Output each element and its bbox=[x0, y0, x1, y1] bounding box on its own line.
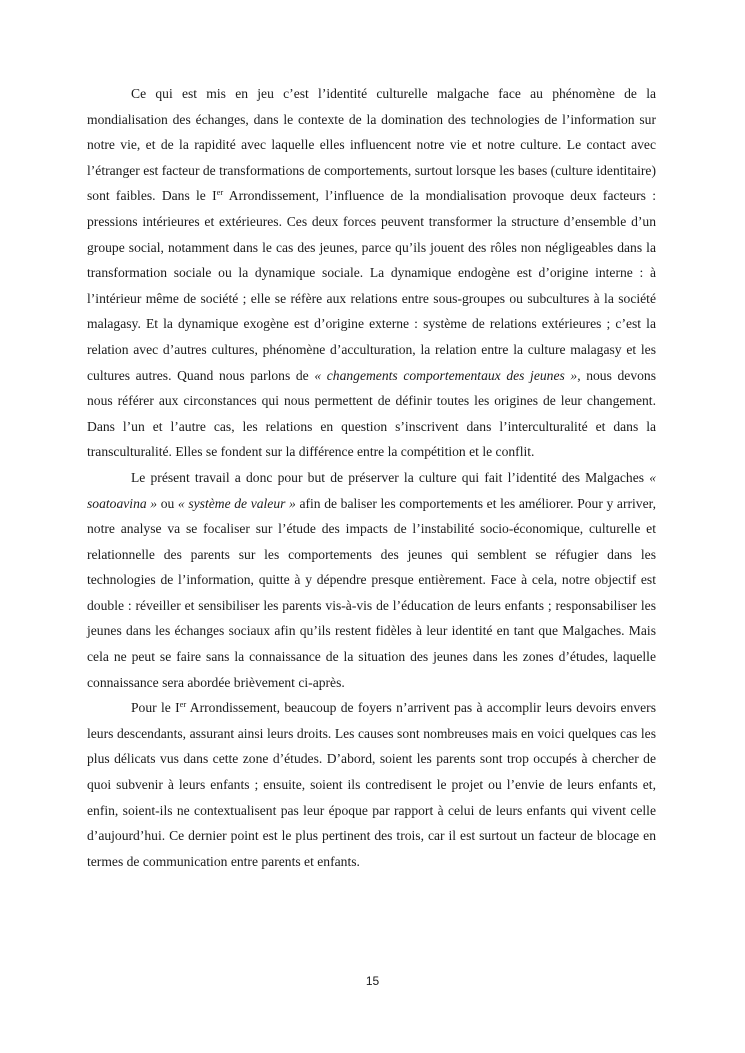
paragraph-2 bbox=[87, 465, 656, 695]
quote-changements-comportementaux: « changements comportementaux des jeunes » bbox=[314, 367, 578, 383]
paragraph-2-text-c: afin de baliser les comportements et les améliorer. Pour y arriver, notre analyse va se focaliser sur l’étude des impacts de l’instabilité socio-économique, culturelle et relationnelle des parents sur les comportements des jeunes qui semblent se réfugier dans les technologies de l’information, quitte à y dépendre presque entièrement. Face à cela, notre objectif est double : réveiller et sensibiliser les parents vis-à-vis de l’éducation de leurs enfants ; responsabiliser les jeunes dans les échanges sociaux afin qu’ils restent fidèles à leur identité en tant que Malgaches. Mais cela ne peut se faire sans la connaissance de la situation des jeunes dans les zones d’études, laquelle connaissance sera abordée brièvement ci-après. bbox=[87, 495, 656, 690]
page-number: 15 bbox=[365, 974, 380, 988]
superscript-er: er bbox=[216, 187, 224, 198]
quote-soatoavina: « soatoavina » bbox=[87, 469, 656, 511]
quote-systeme-de-valeur: « système de valeur » bbox=[177, 495, 296, 511]
paragraph-1 bbox=[87, 81, 656, 465]
paragraph-1-text-b: Arrondissement, l’influence de la mondialisation provoque deux facteurs : pressions intérieures et extérieures. Ces deux forces peuvent transformer la structure d’ensemble d’un groupe social, notamment dans le cas des jeunes, parce qu’ils jouent des rôles non négligeables dans la transformation sociale ou la dynamique sociale. La dynamique endogène est d’origine interne : à l’intérieur même de société ; elle se réfère aux relations entre sous-groupes ou subcultures à la société malagasy. Et la dynamique exogène est d’origine externe : système de relations extérieures ; c’est la relation avec d’autres cultures, phénomène d’acculturation, la relation entre la culture malagasy et les cultures autres. Quand nous parlons de bbox=[87, 188, 656, 383]
paragraph-3-text-b: Arrondissement, beaucoup de foyers n’arrivent pas à accomplir leurs devoirs envers leurs descendants, assurant ainsi leurs droits. Les causes sont nombreuses mais en voici quelques cas les plus délicats vus dans cette zone d’études. D’abord, soient les parents sont trop occupés à chercher de quoi subvenir à leurs enfants ; ensuite, soient ils contredisent le projet ou l’envie de leurs enfants et, enfin, soient-ils ne contextualisent pas leur époque par rapport à celui de leurs enfants qui vivent celle d’aujourd’hui. Ce dernier point est le plus pertinent des trois, car il est surtout un facteur de blocage en termes de communication entre parents et enfants. bbox=[87, 700, 656, 869]
paragraph-2-text-a: Le présent travail a donc pour but de préserver la culture qui fait l’identité des Malgaches bbox=[131, 469, 650, 485]
paragraph-2-text-b: ou bbox=[157, 495, 178, 511]
paragraph-3 bbox=[87, 695, 656, 874]
paragraph-1-text-c: , nous devons nous référer aux circonstances qui nous permettent de définir toutes les origines de leur changement. Dans l’un et l’autre cas, les relations en question s’inscrivent dans l’interculturalité et dans la transculturalité. Elles se fondent sur la différence entre la compétition et le conflit. bbox=[87, 367, 656, 460]
paragraph-3-text-a: Pour le I bbox=[131, 700, 180, 716]
paragraph-1-text-a: Ce qui est mis en jeu c’est l’identité culturelle malgache face au phénomène de la mondialisation des échanges, dans le contexte de la domination des technologies de l’information sur notre vie, et de la rapidité avec laquelle elles influencent notre vie et notre culture. Le contact avec l’étranger est facteur de transformations de comportements, surtout lorsque les bases (culture identitaire) sont faibles. Dans le I bbox=[87, 86, 656, 204]
superscript-er: er bbox=[179, 699, 187, 710]
document-body bbox=[87, 81, 656, 874]
